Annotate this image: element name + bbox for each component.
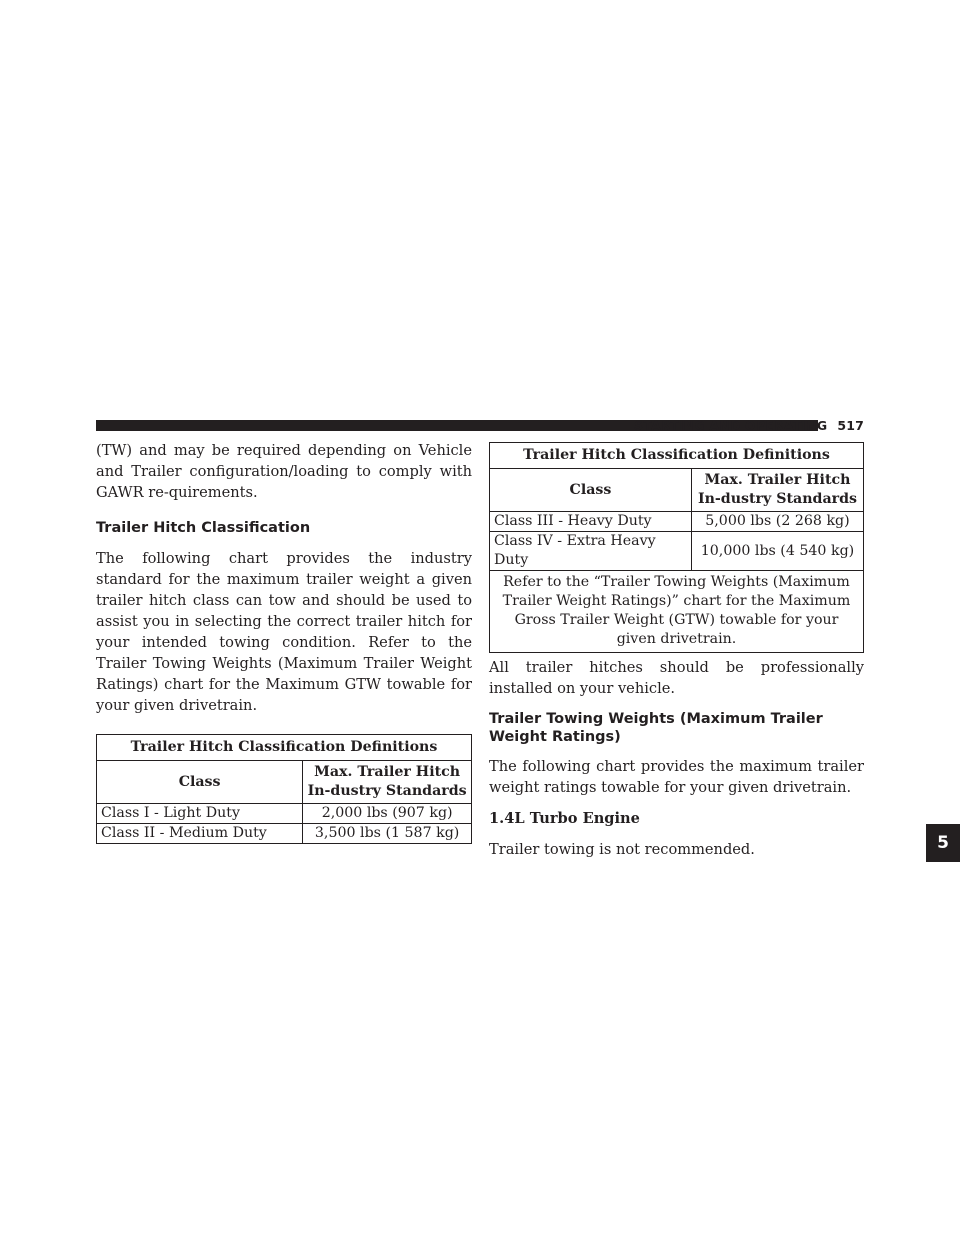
cell-max: 10,000 lbs (4 540 kg) [691,532,863,571]
table-row [97,824,472,844]
left-column [96,440,472,844]
section-heading-hitch-classification: Trailer Hitch Classification [96,520,311,536]
column-header-max: Max. Trailer Hitch In-dustry Standards [691,469,863,512]
column-header-class: Class [97,761,303,804]
engine-label: 1.4L Turbo Engine [489,810,640,827]
hitch-classification-table [96,734,472,844]
column-header-class: Class [490,469,692,512]
cell-max: 5,000 lbs (2 268 kg) [691,512,863,532]
table-title: Trailer Hitch Classification Definitions [97,735,472,761]
section-title: STARTING AND OPERATING [634,418,828,433]
cell-class: Class III - Heavy Duty [490,512,692,532]
right-column [489,442,864,860]
cell-class: Class IV - Extra Heavy Duty [490,532,692,571]
installation-paragraph: All trailer hitches should be professionally installed on your vehicle. [489,659,864,697]
engine-note: Trailer towing is not recommended. [489,841,755,858]
page-number: 517 [837,418,865,433]
table-row [97,804,472,824]
table-row [490,512,864,532]
table-row [490,532,864,571]
table-footnote: Refer to the “Trailer Towing Weights (Maximum Trailer Weight Ratings)” chart for the Maximum Gross Trailer Weight (GTW) towable for your given drivetrain. [490,571,864,653]
chapter-number: 5 [937,833,949,853]
table-title: Trailer Hitch Classification Definitions [490,443,864,469]
chapter-tab[interactable] [926,824,960,862]
hitch-classification-table-continued [489,442,864,653]
towing-weights-paragraph: The following chart provides the maximum trailer weight ratings towable for your given drivetrain. [489,758,864,796]
hitch-classification-paragraph: The following chart provides the industry standard for the maximum trailer weight a given trailer hitch class can tow and should be used to assist you in selecting the correct trailer hitch for your intended towing condition. Refer to the Trailer Towing Weights (Maximum Trailer Weight Ratings) chart for the Maximum GTW towable for your given drivetrain. [96,550,472,714]
cell-max: 2,000 lbs (907 kg) [303,804,472,824]
cell-class: Class I - Light Duty [97,804,303,824]
cell-class: Class II - Medium Duty [97,824,303,844]
column-header-max: Max. Trailer Hitch In-dustry Standards [303,761,472,804]
intro-paragraph: (TW) and may be required depending on Vehicle and Trailer configuration/loading to comply with GAWR re-quirements. [96,442,472,501]
cell-max: 3,500 lbs (1 587 kg) [303,824,472,844]
section-heading-towing-weights: Trailer Towing Weights (Maximum Trailer Weight Ratings) [489,711,823,745]
running-header [634,418,874,434]
